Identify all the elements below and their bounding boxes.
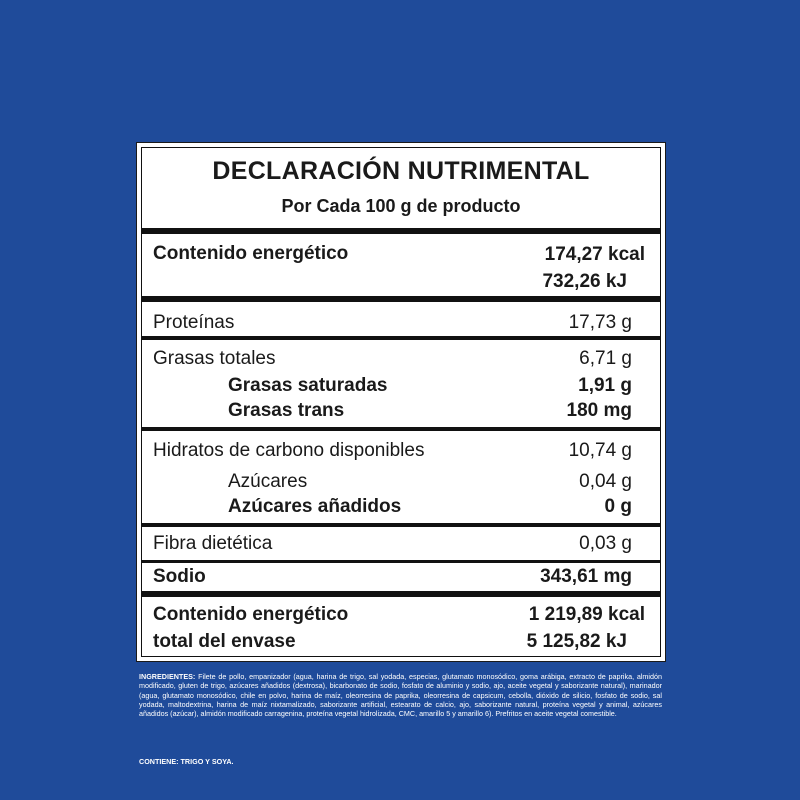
carbs-value: 10,74 g: [568, 440, 632, 461]
added-sugars-label: Azúcares añadidos: [228, 496, 402, 517]
nutrition-table: [141, 147, 661, 657]
ingredients-list: Filete de pollo, empanizador (agua, harina de trigo, sal yodada, especias, glutamato monosódico, goma arábiga, extracto de paprika, almidón modificado, gluten de trigo, azúcares añadidos (dextrosa), bicarbonato de sodio, fosfato de aluminio y sodio, ajo, aceite vegetal y saborizante natural), marinador (agua, glutamato monosódico, chile en polvo, harina de maíz, oleorresina de paprika, oleorresina de capsicum, cebolla, dióxido de silicio, fosfato de sodio, sal yodada, maltodextrina, harina de maíz nixtamalizado, saborizante artificial, estearato de calcio, ajo, saborizante natural, proteína vegetal y animal, azúcares añadidos (azúcar), almidón modificado carragenina, proteína vegetal hidrolizada, CMC, amarillo 5 y amarillo 6). Prefritos en aceite vegetal comestible.: [139, 672, 662, 719]
fat-value: 6,71 g: [579, 348, 632, 369]
sugars-value: 0,04 g: [579, 471, 632, 492]
carbs-label: Hidratos de carbono disponibles: [153, 440, 425, 461]
total-energy-kj: 5 125,82 kJ: [526, 631, 627, 652]
fat-label: Grasas totales: [153, 348, 276, 369]
separator: [142, 523, 660, 527]
separator-thick: [142, 228, 660, 234]
ingredients-text: [139, 672, 662, 718]
label-title: DECLARACIÓN NUTRIMENTAL: [212, 157, 590, 185]
separator-thick: [142, 591, 660, 597]
energy-label: Contenido energético: [153, 243, 349, 264]
sat-fat-value: 1,91 g: [578, 375, 632, 396]
ingredients-heading: INGREDIENTES:: [139, 672, 196, 681]
fiber-value: 0,03 g: [579, 533, 632, 554]
trans-fat-label: Grasas trans: [228, 400, 345, 421]
trans-fat-value: 180 mg: [566, 400, 632, 421]
total-energy-label-line1: Contenido energético: [153, 604, 349, 625]
sugars-label: Azúcares: [228, 471, 308, 492]
nutrition-label: [136, 142, 666, 662]
label-subtitle: Por Cada 100 g de producto: [281, 196, 521, 216]
fiber-label: Fibra dietética: [153, 533, 273, 554]
sodium-label: Sodio: [153, 566, 206, 587]
separator-thick: [142, 296, 660, 302]
allergen-statement: CONTIENE: TRIGO Y SOYA.: [139, 757, 234, 766]
added-sugars-value: 0 g: [604, 496, 632, 517]
separator: [142, 336, 660, 340]
energy-kj: 732,26 kJ: [542, 271, 627, 292]
proteins-label: Proteínas: [153, 312, 235, 333]
separator: [142, 560, 660, 563]
energy-kcal: 174,27 kcal: [544, 244, 645, 265]
separator: [142, 427, 660, 431]
proteins-value: 17,73 g: [568, 312, 632, 333]
total-energy-kcal: 1 219,89 kcal: [528, 604, 645, 625]
total-energy-label-line2: total del envase: [153, 631, 296, 652]
sodium-value: 343,61 mg: [540, 566, 632, 587]
sat-fat-label: Grasas saturadas: [228, 375, 388, 396]
